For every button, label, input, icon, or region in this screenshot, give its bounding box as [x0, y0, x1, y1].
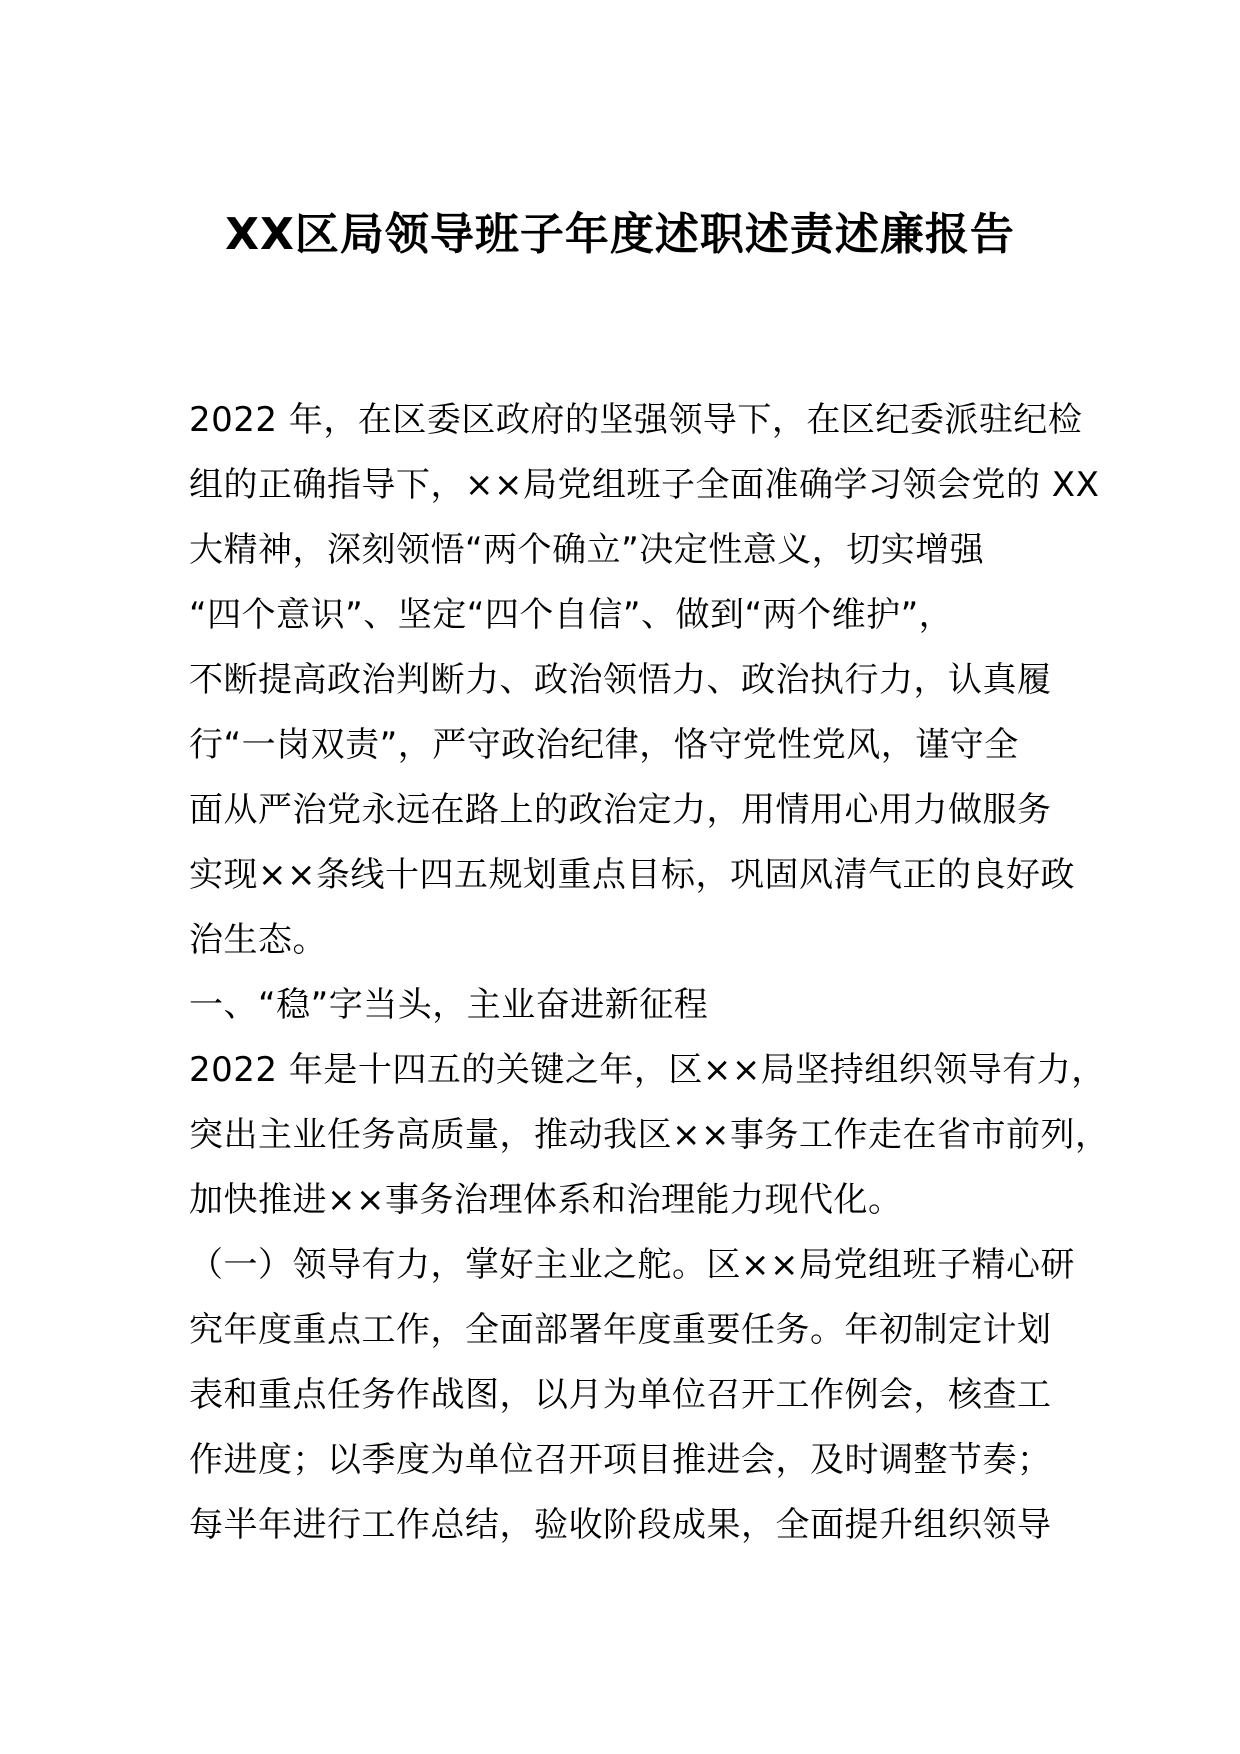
section-heading: 一、“稳”字当头，主业奋进新征程	[189, 985, 709, 1025]
text-line: 面从严治党永远在路上的政治定力，用情用心用力做服务	[189, 790, 1052, 830]
text-line: 2022 年是十四五的关键之年，区××局坚持组织领导有力，	[189, 1050, 1106, 1090]
text-line: 行“一岗双责”，严守政治纪律，恪守党性党风，谨守全	[189, 725, 1019, 765]
text-line: 突出主业任务高质量，推动我区××事务工作走在省市前列，	[189, 1115, 1110, 1155]
document-body	[189, 388, 1110, 1558]
text-line: 不断提高政治判断力、政治领悟力、政治执行力，认真履	[189, 660, 1052, 700]
text-line: “四个意识”、坚定“四个自信”、做到“两个维护”，	[189, 595, 954, 635]
text-line: 2022 年，在区委区政府的坚强领导下，在区纪委派驻纪检	[189, 400, 1083, 440]
text-line: 实现××条线十四五规划重点目标，巩固风清气正的良好政	[189, 855, 1075, 895]
text-line: 治生态。	[189, 920, 327, 960]
text-line: 每半年进行工作总结，验收阶段成果，全面提升组织领导	[189, 1505, 1052, 1545]
document-title: XX区局领导班子年度述职述责述廉报告	[225, 209, 1015, 260]
text-line: 大精神，深刻领悟“两个确立”决定性意义，切实增强	[189, 530, 985, 570]
text-line: 作进度；以季度为单位召开项目推进会，及时调整节奏；	[189, 1440, 1052, 1480]
text-line: 加快推进××事务治理体系和治理能力现代化。	[189, 1180, 903, 1220]
text-line: 表和重点任务作战图，以月为单位召开工作例会，核查工	[189, 1375, 1052, 1415]
text-line: 组的正确指导下，××局党组班子全面准确学习领会党的 XX	[189, 465, 1100, 505]
text-line: （一）领导有力，掌好主业之舵。区××局党组班子精心研	[189, 1245, 1075, 1285]
text-line: 究年度重点工作，全面部署年度重要任务。年初制定计划	[189, 1310, 1052, 1350]
